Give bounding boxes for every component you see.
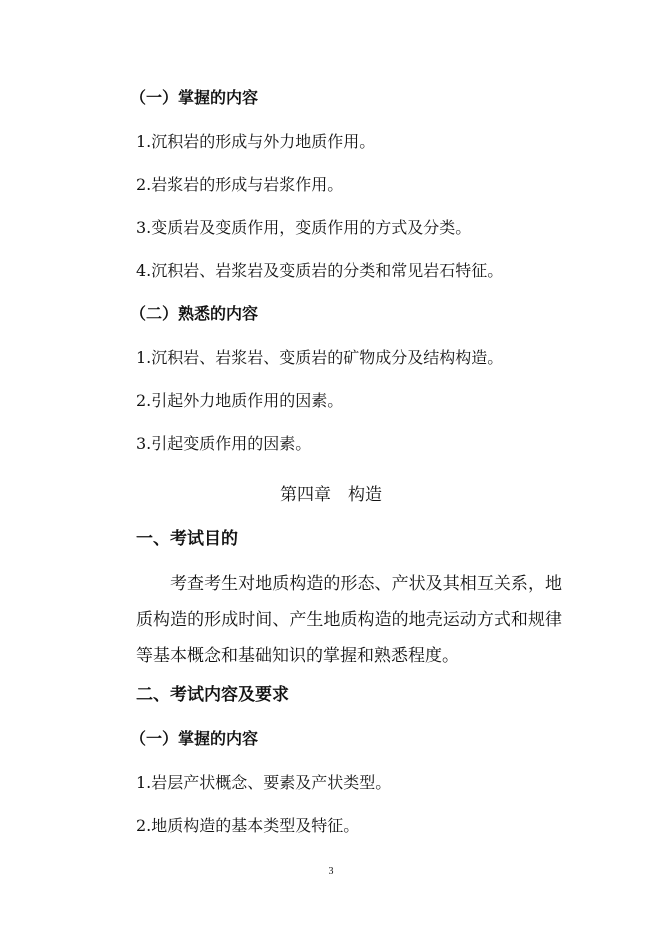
list-item: 1.岩层产状概念、要素及产状类型。 (136, 773, 392, 792)
list-item: 1.沉积岩的形成与外力地质作用。 (136, 132, 376, 151)
list-item: 3.引起变质作用的因素。 (136, 434, 312, 453)
section-heading-master: （一）掌握的内容 (130, 88, 259, 107)
list-item: 3.变质岩及变质作用，变质作用的方式及分类。 (136, 218, 472, 237)
section-heading-purpose: 一、考试目的 (136, 529, 238, 549)
section-heading-master: （一）掌握的内容 (130, 729, 259, 748)
page-number: 3 (328, 866, 334, 877)
section-heading-content: 二、考试内容及要求 (136, 685, 289, 705)
list-item: 2.引起外力地质作用的因素。 (136, 391, 344, 410)
purpose-paragraph: 考查考生对地质构造的形态、产状及其相互关系，地质构造的形成时间、产生地质构造的地壳运动方式和规律等基本概念和基础知识的掌握和熟悉程度。 (136, 574, 562, 666)
list-item: 1.沉积岩、岩浆岩、变质岩的矿物成分及结构构造。 (136, 348, 504, 367)
chapter-title: 第四章 构造 (280, 485, 382, 505)
list-item: 2.地质构造的基本类型及特征。 (136, 816, 360, 835)
list-item: 2.岩浆岩的形成与岩浆作用。 (136, 175, 344, 194)
section-heading-familiar: （二）熟悉的内容 (130, 304, 259, 323)
list-item: 4.沉积岩、岩浆岩及变质岩的分类和常见岩石特征。 (136, 261, 504, 280)
